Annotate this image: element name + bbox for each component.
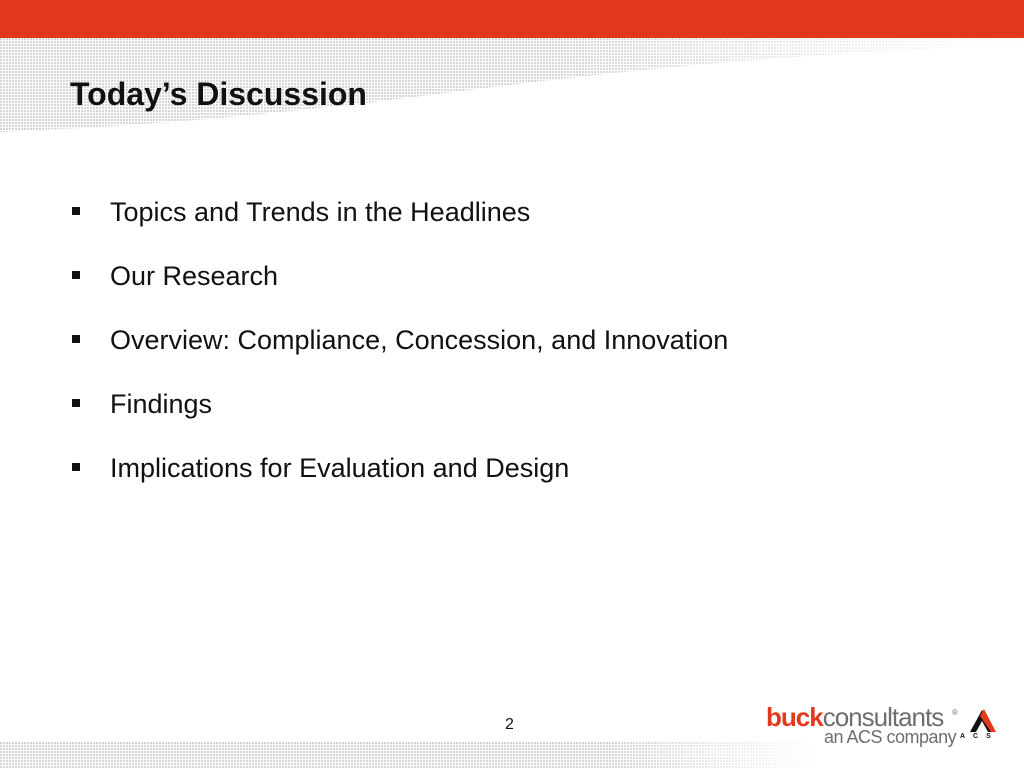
buck-consultants-logo: [766, 702, 1016, 748]
list-item: [72, 259, 728, 323]
page-number: 2: [505, 716, 514, 733]
logo-consultants-text: consultants: [822, 702, 944, 732]
list-item: [72, 323, 728, 387]
bullet-text: Overview: Compliance, Concession, and Innovation: [110, 325, 729, 355]
square-bullet-icon: [72, 463, 80, 471]
top-accent-bar: [0, 0, 1024, 38]
square-bullet-icon: [72, 207, 80, 215]
bullet-text: Our Research: [110, 261, 279, 291]
logo-buck-text: buck: [766, 702, 823, 732]
bullet-text: Findings: [110, 389, 213, 419]
bullet-text: Topics and Trends in the Headlines: [110, 197, 531, 227]
acs-triangle-icon: [956, 708, 1008, 746]
trademark-symbol: ®: [952, 708, 958, 717]
slide-title: Today’s Discussion: [70, 76, 367, 112]
square-bullet-icon: [72, 335, 80, 343]
square-bullet-icon: [72, 399, 80, 407]
acs-letters: ACS: [960, 733, 999, 740]
list-item: [72, 195, 728, 259]
bullet-list: [72, 195, 728, 515]
square-bullet-icon: [72, 271, 80, 279]
bullet-text: Implications for Evaluation and Design: [110, 453, 570, 483]
list-item: [72, 451, 728, 515]
logo-tagline: an ACS company: [824, 727, 957, 747]
list-item: [72, 387, 728, 451]
